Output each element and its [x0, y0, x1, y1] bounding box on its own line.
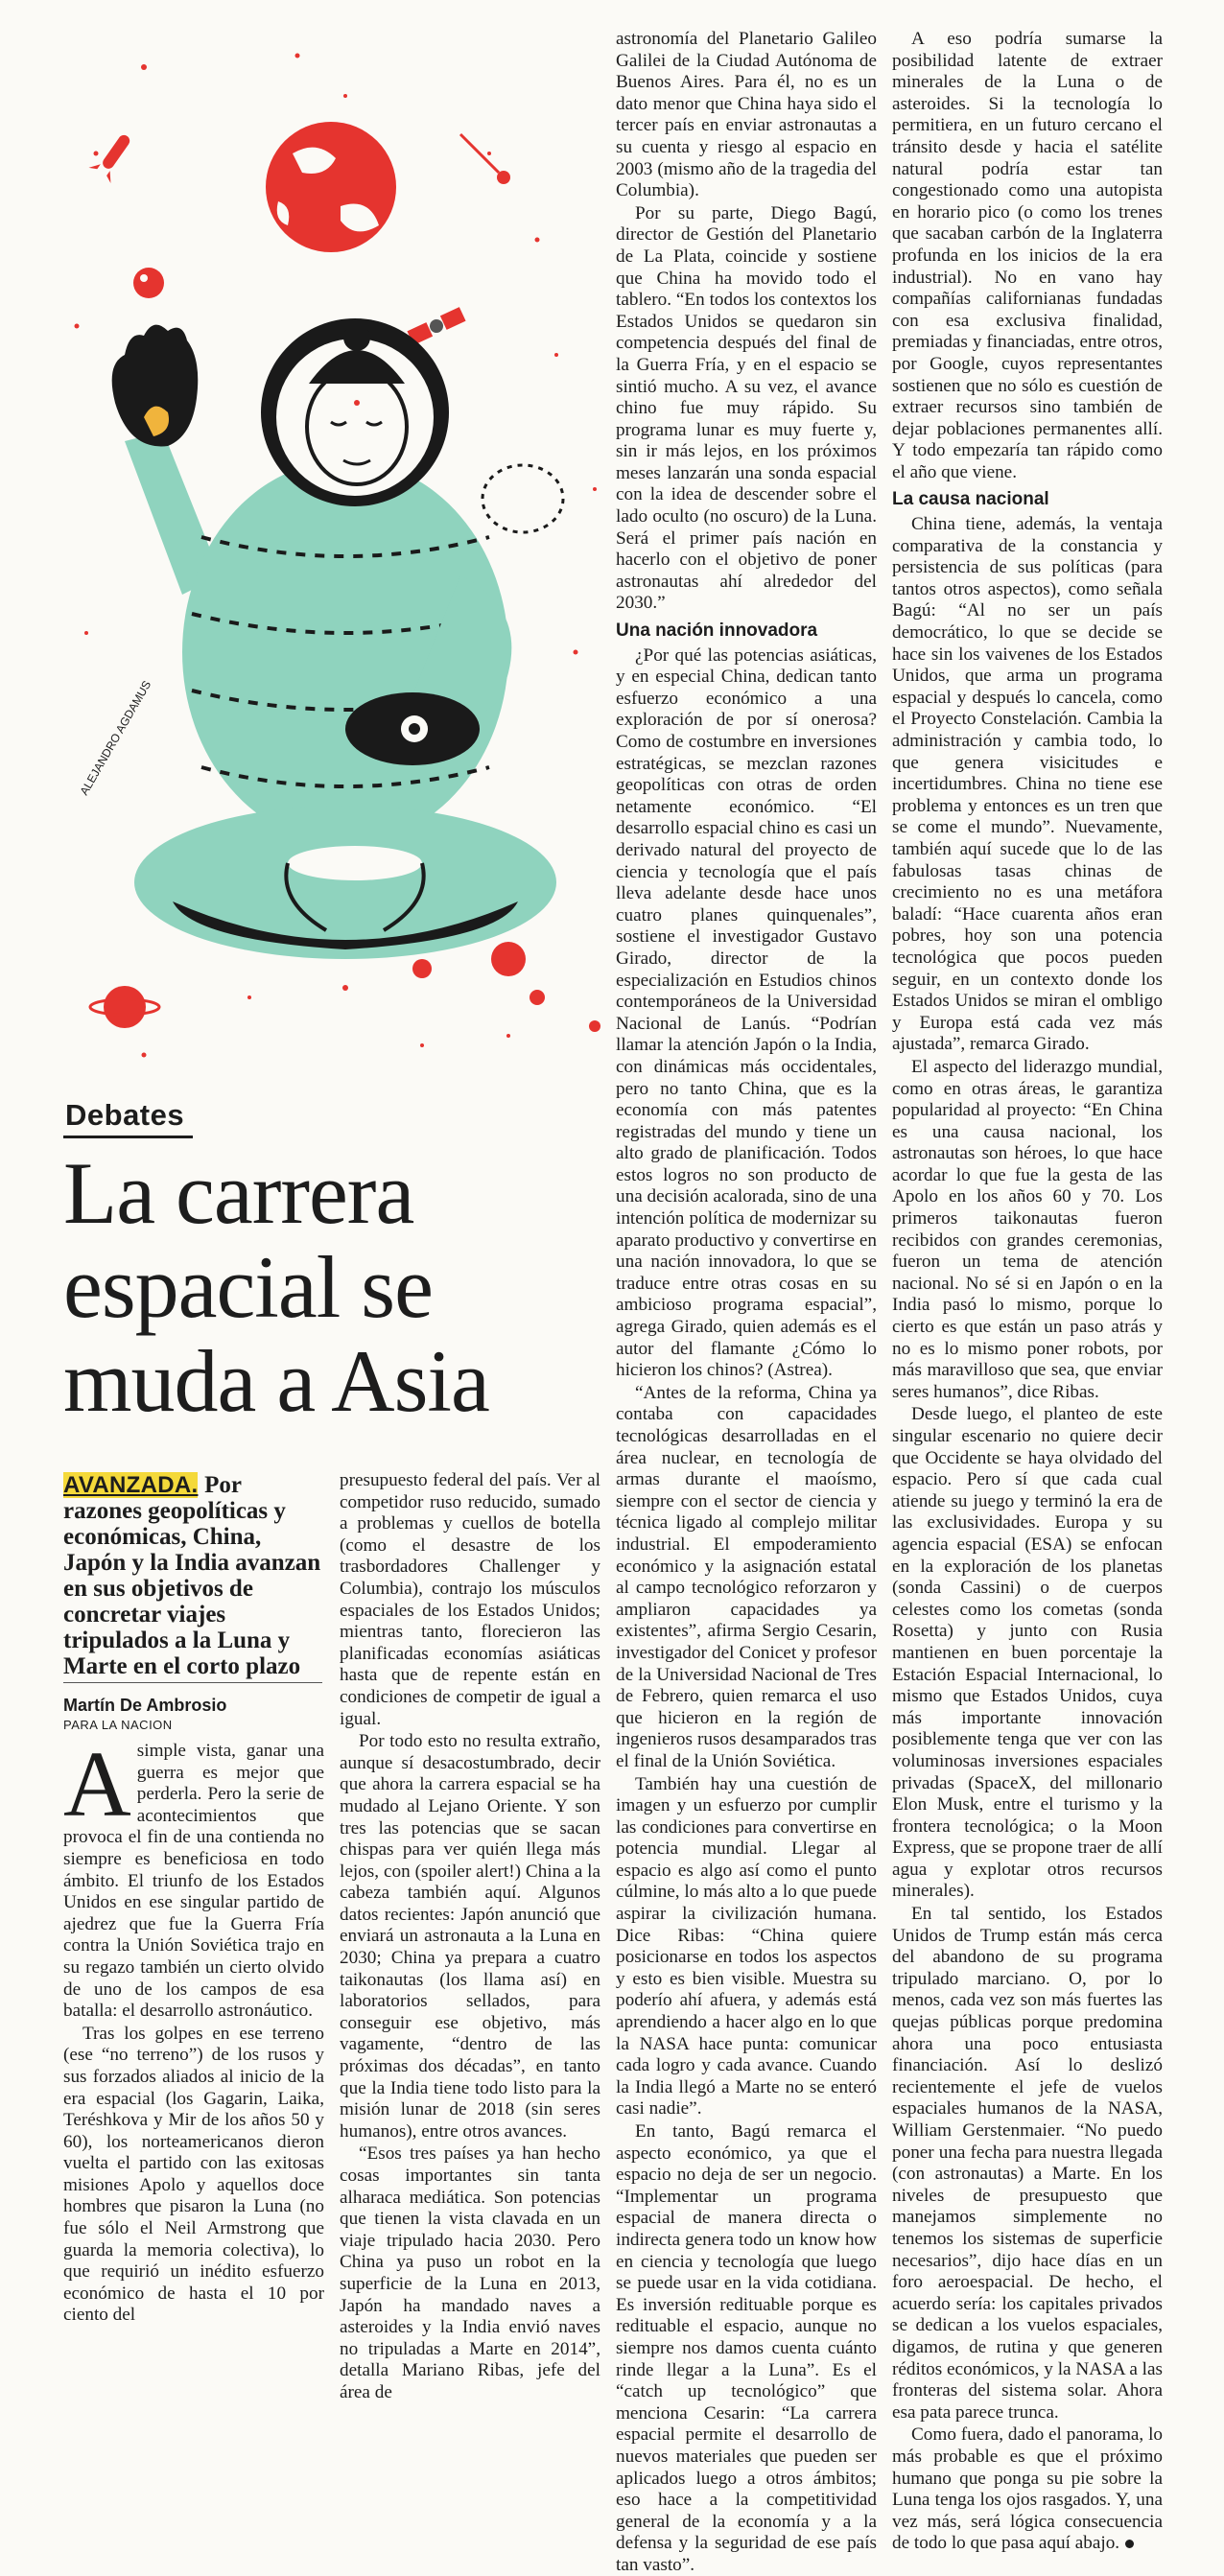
- paragraph: [616, 29, 877, 202]
- paragraph: [616, 2121, 877, 2576]
- headline-line: muda a Asia: [63, 1332, 489, 1430]
- paragraph-text: China tiene, además, la ventaja comparativa de la constancia y persistencia de sus políticas (para tantos otros aspectos), como señala Bagú: “Al no ser un país democrático, lo que se decide se hace sin los vaivenes de los Estados Unidos, que arma un programa espacial y después lo cancela, como el Proyecto Constelación. Cambia la administración y cambia todo, lo que genera visicitudes e incertidumbres. China no tiene ese problema y entonces es un tren que se come el mundo”. Nuevamente, también aquí sucede que lo de las fabulosas tasas chinas de crecimiento no es una metáfora baladí: “Hace cuarenta años eran pobres, hoy son una potencia tecnológica que pocos pueden seguir, en un contexto donde los Estados Unidos se miran el ombligo y Europa está cada vez más ajustada”, remarca Girado.: [892, 514, 1163, 1055]
- article-column-4: [892, 29, 1163, 2554]
- kicker: [63, 1472, 322, 1679]
- paragraph-text: Por todo esto no resulta extraño, aunque sí desacostumbrado, decir que ahora la carrera espacial se ha mudado al Lejano Oriente. Y son tres las potencias que se sacan chispas para ver quién llega más lejos, con (spoiler alert!) China a la cabeza también aquí. Algunos datos recientes: Japón anunció que enviará un astronauta a la Luna en 2030; China ya prepara a cuatro taikonautas (los llama así) en laboratorios sellados, para conseguir ese objetivo, más vagamente, “dentro de las próximas dos décadas”, en tanto que la India tiene todo listo para la misión lunar de 2018 (sin seres humanos), entre otros avances.: [340, 1731, 600, 2142]
- paragraph: [892, 1404, 1163, 1903]
- kicker-text: Por razones geopolíticas y económicas, China, Japón y la India avanzan en sus objetivos de concretar viajes tripulados a la Luna y Marte en el corto plazo: [63, 1472, 321, 1679]
- paragraph: [63, 1733, 324, 2023]
- planet-bottom-right: [491, 942, 526, 976]
- astronaut-illustration: [58, 38, 624, 1084]
- paragraph-text: astronomía del Planetario Galileo Galilei de la Ciudad Autónoma de Buenos Aires. Para él, no es un dato menor que China haya sido el tercer país en enviar astronautas a su cuenta y riesgo al espacio en 2003 (mismo año de la tragedia del Columbia).: [616, 29, 877, 201]
- paragraph-text: “Esos tres países ya han hecho cosas importantes sin tanta alharaca mediática. Son potencias que tienen la vista clavada en un viaje tripulado hacia 2030. Pero China ya puso un robot en la superficie de la Luna en 2013, Japón ha mandado naves a asteroides y la India envió naves no tripuladas a Marte en 2014”, detalla Mariano Ribas, jefe del área de: [340, 2143, 600, 2402]
- earth-planet: [266, 122, 396, 252]
- satellite-icon: [407, 307, 465, 345]
- planet-bottom-left: [104, 986, 146, 1028]
- kicker-rule: [63, 1682, 322, 1683]
- paragraph: [892, 1904, 1163, 2424]
- paragraph-text: El aspecto del liderazgo mundial, como en otras áreas, le garantiza popularidad al proyecto: “En China es una causa nacional, los astronautas son héroes, lo que hace acordar lo que fue la gesta de las Apolo en los años 60 y 70. Los primeros taikonautas fueron recibidos con grandes ceremonias, fueron un tema de atención nacional. No sé si en Japón o en la India pasó lo mismo, porque lo cierto es que están un paso atrás y no es lo mismo poner robots, por más maravilloso que sea, que enviar seres humanos”, dice Ribas.: [892, 1056, 1163, 1402]
- paragraph: [892, 514, 1163, 1056]
- article-column-2: [340, 1470, 600, 2402]
- end-mark-icon: [1125, 2540, 1134, 2548]
- orbit-ring: [483, 465, 563, 532]
- paragraph-text: Como fuera, dado el panorama, lo más probable es que el próximo humano que ponga su pie sobre la Luna tenga los ojos rasgados. Y, una vez más, será lógica consecuencia de todo lo que pasa aquí abajo.: [892, 2424, 1163, 2554]
- paragraph-text: A eso podría sumarse la posibilidad latente de extraer minerales de la Luna o de asteroides. Si la tecnología lo permitiera, en un futuro cercano el tránsito desde y hacia el satélite natural podría estar tan congestionado como una autopista en horario pico (o como los trenes que sacaban carbón de la Inglaterra profunda en los inicios de la era industrial). No en vano hay compañías californianas fundadas con esa exclusiva finalidad, premiadas y financiadas, entre otros, por Google, cuyos representantes sostienen que no sólo es cuestión de extraer recursos sino también de dejar poblaciones permanentes allí. Y todo empezaría tan rápido como el año que viene.: [892, 29, 1163, 482]
- paragraph-text: “Antes de la reforma, China ya contaba con capacidades tecnológicas desarrolladas en el área nuclear, en tecnología de armas durante el maoísmo, siempre con el sector de ciencia y técnica ligado al complejo militar industrial. El empoderamiento económico y la asignación estatal al campo tecnológico reforzaron y ampliaron capacidades ya existentes”, afirma Sergio Cesarin, investigador del Conicet y profesor de la Universidad Nacional de Tres de Febrero, quien remarca el uso que hicieron en la región de ingenieros rusos desamparados tras el final de la Unión Soviética.: [616, 1382, 877, 1771]
- article-column-1: [63, 1733, 324, 2326]
- paragraph: [616, 203, 877, 615]
- paragraph-text: Desde luego, el planteo de este singular escenario no quiere decir que Occidente se haya olvidado del espacio. Pero sí que cada cual atiende su juego y terminó la era de las exclusividades. Europa y su agencia espacial (ESA) se enfocan en la exploración de los planetas (sonda Cassini) o de cuerpos celestes como los cometas (sonda Rosetta) y junto con Rusia mantienen en buen porcentaje la Estación Espacial Internacional, lo mismo que Estados Unidos, cuya más importante innovación posiblemente tenga que ver con las voluminosas inversiones espaciales privadas (SpaceX, del millonario Elon Musk, entre el turismo y la frontera tecnológica; o la Moon Express, que se propone traer de allí agua y explotar otros recursos minerales).: [892, 1404, 1163, 1902]
- paragraph: [340, 1731, 600, 2143]
- paragraph: [616, 645, 877, 1382]
- author-name: Martín De Ambrosio: [63, 1696, 227, 1715]
- paragraph-text: ¿Por qué las potencias asiáticas, y en especial China, dedican tanto esfuerzo económico a una exploración de por sí onerosa? Como de costumbre en inversiones estratégicas, se mezclan razones geopolíticas con otras de orden netamente económico. “El desarrollo espacial chino es casi un derivado natural del proyecto de ciencia y tecnología que el país lleva adelante desde hace unos cuatro planes quinquenales”, sostiene el investigador Gustavo Girado, director de la especialización en Estudios chinos contemporáneos de la Universidad Nacional de Lanús. “Podrían llamar la atención Japón o la India, con dinámicas más occidentales, pero no tanto China, que es la economía con más patentes registradas del mundo y tiene un alto grado de planificación. Todos estos logros no son producto de una decisión acalorada, sino de una intención política de modernizar su aparato productivo y convertirse en una nación innovadora, lo que se traduce entre otras cosas en su ambicioso programa espacial”, agrega Girado, quien además es el autor del flamante ¿Cómo lo hicieron los chinos? (Astrea).: [616, 644, 877, 1381]
- paragraph-text: Tras los golpes en ese terreno (ese “no terreno”) de los rusos y sus forzados aliados al inicio de la era espacial (los Gagarin, Laika, Teréshkova y Mir de los años 50 y 60), los norteamericanos dieron vuelta el partido con las exitosas misiones Apolo y aquellos doce hombres que pisaron la Luna (no fue sólo el Neil Armstrong que guarda la memoria colectiva), lo que requirió un inédito esfuerzo económico de hasta el 10 por ciento del: [63, 2023, 324, 2326]
- astronaut-figure: [112, 318, 556, 959]
- headline-line: La carrera: [63, 1144, 414, 1242]
- paragraph-text: En tanto, Bagú remarca el aspecto económico, ya que el espacio no deja de ser un negocio. “Implementar un programa espacial de manera directa o indirecta genera todo un know how en ciencia y tecnología que luego se puede usar en la vida cotidiana. Es inversión redituable porque es redituable el espacio, aunque no siempre nos damos cuenta cuánto rinde llegar a la Luna”. Es el “catch up tecnológico” que menciona Cesarin: “La carrera espacial permite el desarrollo de nuevos materiales que pueden ser aplicados luego a otros ámbitos; eso hace a la competitividad general de la economía y a la defensa y la seguridad de ese país tan vasto”.: [616, 2121, 877, 2575]
- paragraph: [340, 1470, 600, 1730]
- small-planet: [133, 268, 164, 298]
- paragraph-text: Por su parte, Diego Bagú, director de Gestión del Planetario de La Plata, coincide y sostiene que China ha movido todo el tablero. “En todos los contextos los Estados Unidos se quedaron sin competencia después del final de la Guerra Fría, y en el espacio se sintió mucho. A su vez, el avance chino fue muy rápido. Su programa lunar es muy fuerte y, sin ir más lejos, en los próximos meses lanzarán una sonda espacial con la idea de descender sobre el lado oculto (no oscuro) de la Luna. Será el primer país nación en hacerlo con el objetivo de poner astronautas ahí alrededor del 2030.”: [616, 202, 877, 614]
- section-rule: [63, 1136, 193, 1138]
- author-affiliation: PARA LA NACION: [63, 1718, 173, 1732]
- paragraph: [892, 29, 1163, 483]
- paragraph-text: presupuesto federal del país. Ver al competidor ruso reducido, sumado a problemas y cuellos de botella (como el desastre de los trasbordadores Challenger y Columbia), contrajo los músculos espaciales de los Estados Unidos; mientras tanto, florecieron las planificadas economías asiáticas hasta que de repente están en condiciones de competir de igual a igual.: [340, 1470, 600, 1729]
- paragraph: [616, 1383, 877, 1773]
- paragraph: [340, 2143, 600, 2403]
- illustration-credit: ALEJANDRO AGDAMUS: [77, 678, 154, 798]
- paragraph: [63, 2024, 324, 2327]
- headline-line: espacial se: [63, 1238, 433, 1336]
- headline: [63, 1146, 600, 1428]
- section-label: Debates: [65, 1098, 185, 1132]
- paragraph-text: En tal sentido, los Estados Unidos de Trump están más cerca del abandono de su programa tripulado marciano. O, por lo menos, cada vez son más fuertes las quejas públicas porque predomina ahora una poco entusiasta financiación. Así lo deslizó recientemente el jefe de vuelos espaciales humanos de la NASA, William Gerstenmaier. “No puedo poner una fecha para nuestra llegada (con astronautas) a Marte. En los niveles de presupuesto que manejamos simplemente no tenemos los sistemas de superficie necesarios”, dijo hace días en un foro aeroespacial. De hecho, el acuerdo sería: los capitales privados se dedican a los vuelos espaciales, digamos, de rutina y que generen réditos económicos, y la NASA a las fronteras del sistema solar. Ahora esa pata parece trunca.: [892, 1904, 1163, 2423]
- drop-cap: A: [63, 1733, 131, 1837]
- paragraph: [892, 2424, 1163, 2555]
- subheading: La causa nacional: [892, 489, 1049, 510]
- paragraph: [892, 1057, 1163, 1404]
- paragraph-text: simple vista, ganar una guerra es mejor que perderla. Pero la serie de acontecimientos que provoca el fin de una contienda no siempre es beneficiosa en todo ámbito. El triunfo de los Estados Unidos en ese singular partido de ajedrez que fue la Guerra Fría contra la Unión Soviética trajo en su regazo también un cierto olvido de uno de los campos de esa batalla: el desarrollo astronáutico.: [63, 1741, 324, 2022]
- kicker-label: AVANZADA.: [63, 1472, 199, 1498]
- paragraph-text: También hay una cuestión de imagen y un esfuerzo por cumplir las condiciones para convertirse en potencia mundial. Llegar al espacio es algo así como el punto cúlmine, lo más alto a lo que puede aspirar la civilización humana. Dice Ribas: “China quiere posicionarse en todos los aspectos y esto es bien visible. Muestra su poderío ahí afuera, y además está aprendiendo a hacer algo en lo que la NASA hace punta: comunicar cada logro y cada avance. Cuando la India llegó a Marte no se enteró casi nadie”.: [616, 1773, 877, 2119]
- subheading: Una nación innovadora: [616, 621, 818, 642]
- comet-icon: [460, 134, 510, 184]
- paragraph: [616, 1774, 877, 2121]
- article-column-3: [616, 29, 877, 2575]
